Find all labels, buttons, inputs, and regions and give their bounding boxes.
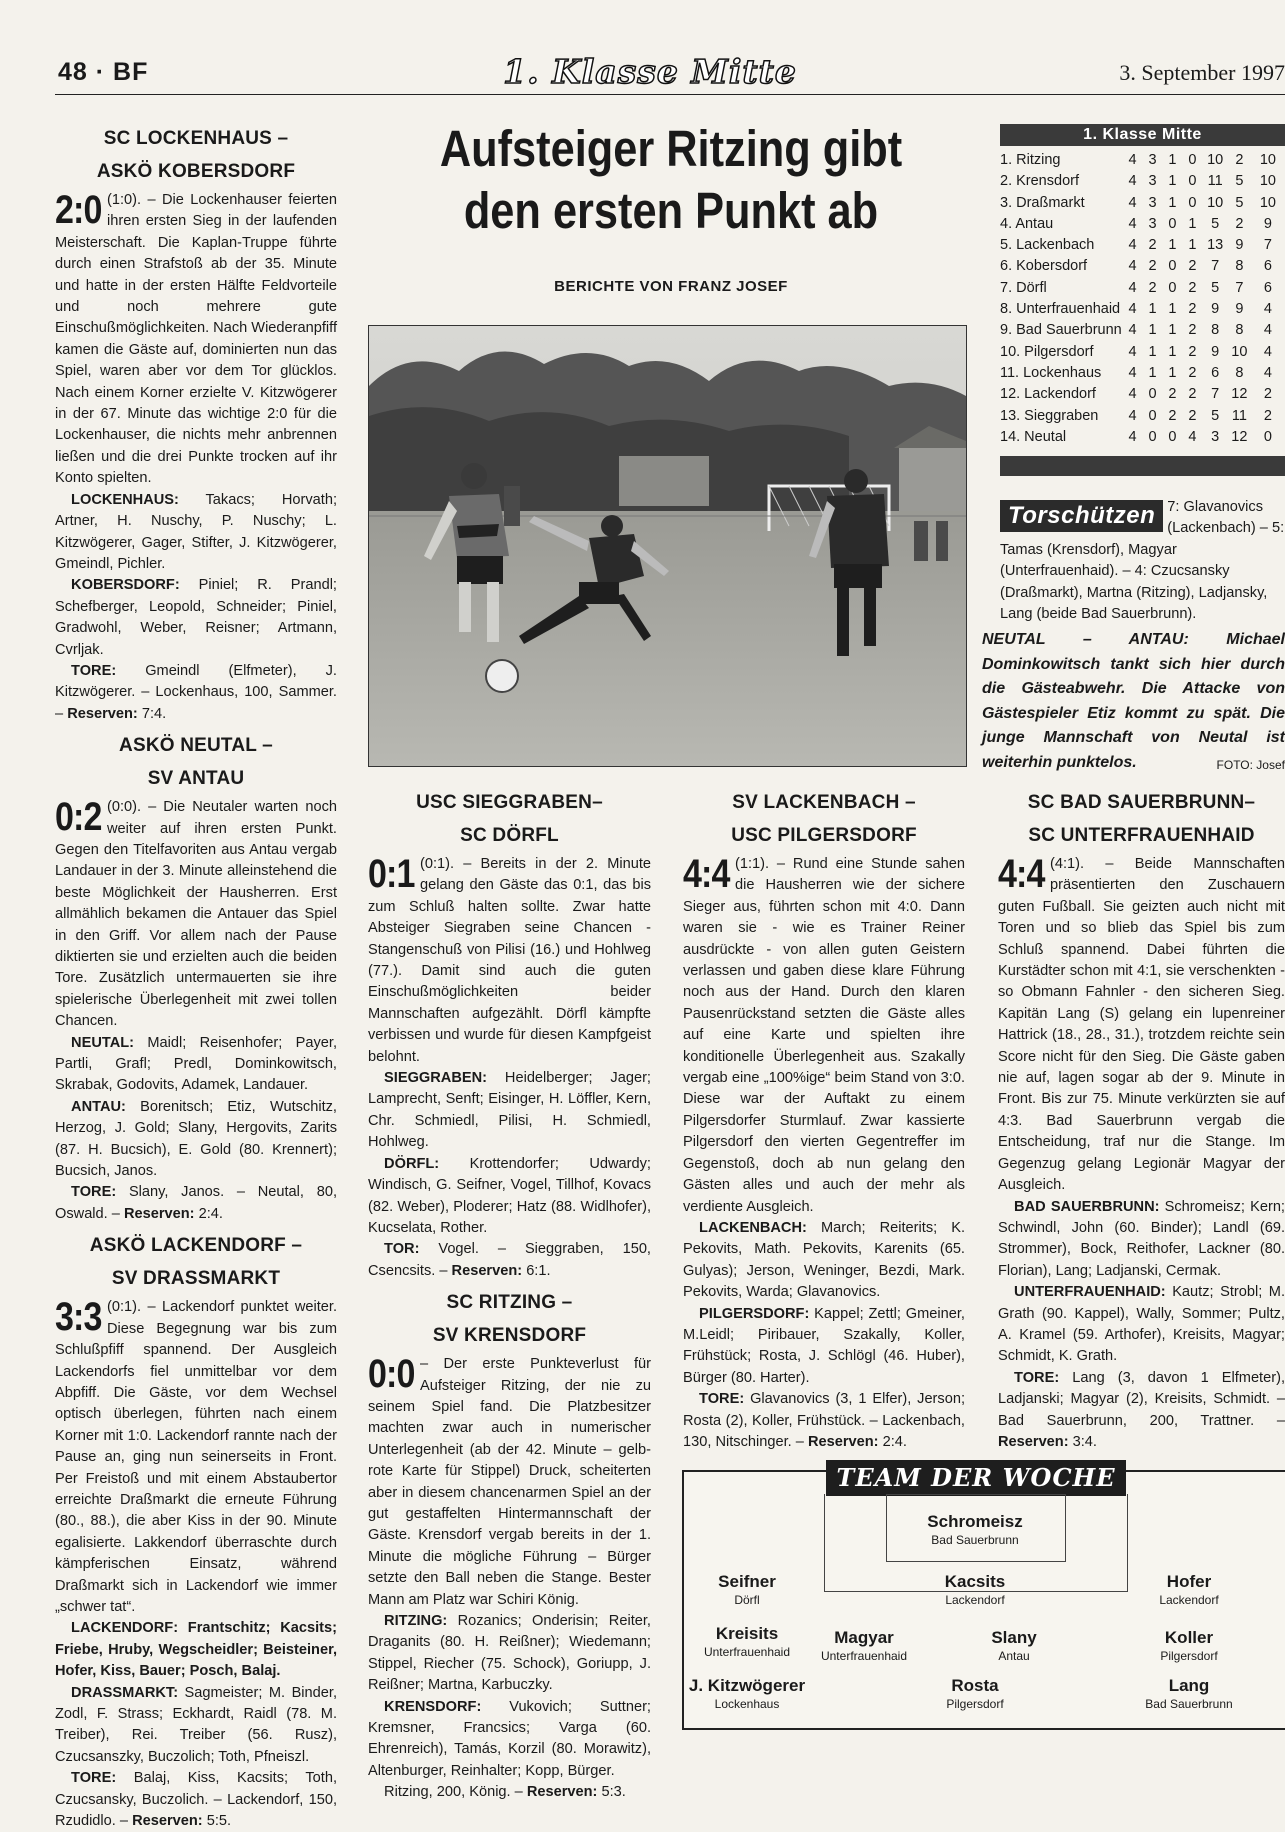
stat-cell: 7 xyxy=(1263,237,1272,254)
stat-cell: 1 xyxy=(1148,343,1157,360)
stat-cell: 1 xyxy=(1148,301,1157,318)
column-left xyxy=(55,118,337,1832)
stat-cell: 4 xyxy=(1128,194,1137,211)
team-name: 7. Dörfl xyxy=(1000,279,1047,296)
score: 4:4 xyxy=(998,852,1045,896)
stat-cell: 1 xyxy=(1168,343,1177,360)
stat-cell: 1 xyxy=(1168,322,1177,339)
photo-caption: NEUTAL – ANTAU: Michael Dominkowitsch tankt sich hier durch die Gästeabwehr. Die Attacke von Gästespieler Etiz kommt zu spät. Die junge Mannschaft von Neutal ist weiterhin punktelos. FOTO: Josef xyxy=(982,628,1285,777)
goals: TORE: Lang (3, davon 1 Elfmeter), Ladjanski; Magyar (2), Kreisits, Schmidt. – Bad Sauerbrunn, 200, Trattner. – Reserven: 3:4. xyxy=(998,1369,1285,1450)
stat-cell: 9 xyxy=(1235,237,1244,254)
standings-table xyxy=(1000,124,1285,476)
stat-cell: 4 xyxy=(1263,322,1272,339)
game-heading: ASKÖ LACKENDORF – SV DRASSMARKT xyxy=(89,1235,303,1290)
score: 2:0 xyxy=(55,188,102,232)
stat-cell: 1 xyxy=(1148,364,1157,381)
standings-rows xyxy=(1000,150,1285,448)
stat-cell: 2 xyxy=(1188,386,1197,403)
lineup: RITZING: Rozanics; Onderisin; Reiter, Draganits (80. H. Reißner); Wiedemann; Stippel, Riecher (75. Schock), Goriupp, J. Reißner; Martna, Karbuczky. xyxy=(368,1613,651,1694)
player-card: Magyar Unterfrauenhaid xyxy=(820,1628,908,1663)
stat-cell: 1 xyxy=(1168,152,1177,168)
stat-cell: 10 xyxy=(1231,343,1248,360)
stat-cell: 0 xyxy=(1168,215,1177,232)
stat-cell: 2 xyxy=(1188,322,1197,339)
top-scorers-label: Torschützen xyxy=(1000,500,1163,532)
team-name: 10. Pilgersdorf xyxy=(1000,343,1094,360)
team-name: 8. Unterfrauenhaid xyxy=(1000,301,1121,318)
lineup: DÖRFL: Krottendorfer; Udwardy; Windisch, G. Seifner, Vogel, Tillhof, Kovacs (82. Weber), Ploderer; Hatz (88. Widlhofer), Kucselata, Rother. xyxy=(368,1155,651,1236)
standings-row xyxy=(1000,171,1285,192)
stat-cell: 2 xyxy=(1188,343,1197,360)
standings-row xyxy=(1000,299,1285,320)
team-name: 6. Kobersdorf xyxy=(1000,258,1088,275)
lineup: DRASSMARKT: Sagmeister; M. Binder, Zodl, F. Strass; Eckhardt, Raidl (78. M. Treiber), Rei. Treiber (56. Rusz), Czucsanszky, Buczolich; Toth, Pfneiszl. xyxy=(55,1684,337,1765)
stat-cell: 0 xyxy=(1148,428,1157,445)
team-name: 13. Sieggraben xyxy=(1000,407,1099,424)
player-card: Seifner Dörfl xyxy=(718,1572,776,1607)
goals: TORE: Gmeindl (Elfmeter), J. Kitzwögerer. – Lockenhaus, 100, Sammer. – Reserven: 7:4. xyxy=(55,662,337,722)
stat-cell: 1 xyxy=(1168,364,1177,381)
stat-cell: 10 xyxy=(1259,194,1276,211)
stat-cell: 1 xyxy=(1188,215,1197,232)
stat-cell: 0 xyxy=(1168,428,1177,445)
team-name: 3. Draßmarkt xyxy=(1000,194,1085,211)
stat-cell: 2 xyxy=(1148,279,1157,296)
stat-cell: 3 xyxy=(1148,152,1157,168)
stat-cell: 11 xyxy=(1231,407,1247,424)
standings-row xyxy=(1000,363,1285,384)
player-card: Lang Bad Sauerbrunn xyxy=(1145,1676,1233,1711)
stat-cell: 0 xyxy=(1188,194,1197,211)
goals: TORE: Slany, Janos. – Neutal, 80, Oswald. – Reserven: 2:4. xyxy=(55,1184,337,1222)
photo-credit: FOTO: Josef xyxy=(1216,757,1285,772)
stat-cell: 4 xyxy=(1128,237,1137,254)
stat-cell: 4 xyxy=(1128,301,1137,318)
player-card: Hofer Lackendorf xyxy=(1159,1572,1219,1607)
stat-cell: 5 xyxy=(1211,215,1220,232)
stat-cell: 5 xyxy=(1235,173,1244,190)
standings-row xyxy=(1000,278,1285,299)
player-card: Kacsits Lackendorf xyxy=(944,1572,1006,1607)
game-heading: USC SIEGGRABEN– SC DÖRFL xyxy=(416,792,603,846)
score: 0:0 xyxy=(368,1352,415,1397)
player-card: Kreisits Unterfrauenhaid xyxy=(703,1624,791,1659)
stat-cell: 4 xyxy=(1128,364,1137,381)
standings-row xyxy=(1000,342,1285,363)
stat-cell: 10 xyxy=(1259,152,1276,168)
stat-cell: 4 xyxy=(1128,343,1137,360)
stat-cell: 4 xyxy=(1128,215,1137,232)
team-name: 14. Neutal xyxy=(1000,428,1067,445)
stat-cell: 4 xyxy=(1128,386,1137,403)
standings-row xyxy=(1000,406,1285,427)
team-name: 12. Lackendorf xyxy=(1000,386,1096,403)
stat-cell: 0 xyxy=(1168,258,1177,275)
stat-cell: 9 xyxy=(1235,301,1244,318)
goals: Ritzing, 200, König. – Reserven: 5:3. xyxy=(384,1784,626,1801)
top-scorers xyxy=(1000,497,1285,625)
lineup: UNTERFRAUENHAID: Kautz; Strobl; M. Grath (90. Kappel), Wally, Sommer; Pultz, A. Kramel (59. Arthofer), Kreisits, Magyar; Schmidt, K. Grath. xyxy=(998,1284,1285,1365)
player-card: Rosta Pilgersdorf xyxy=(946,1676,1004,1711)
stat-cell: 7 xyxy=(1211,258,1220,275)
stat-cell: 3 xyxy=(1148,173,1157,190)
stat-cell: 12 xyxy=(1231,386,1248,403)
score: 0:2 xyxy=(55,795,102,840)
stat-cell: 9 xyxy=(1211,301,1220,318)
standings-row xyxy=(1000,427,1285,448)
score: 3:3 xyxy=(55,1295,102,1340)
stat-cell: 2 xyxy=(1168,386,1177,403)
stat-cell: 2 xyxy=(1188,301,1197,318)
standings-footer-bar xyxy=(1000,456,1285,476)
stat-cell: 4 xyxy=(1263,343,1272,360)
stat-cell: 0 xyxy=(1263,428,1272,445)
page-number: 48 · BF xyxy=(58,58,149,86)
lineup: SIEGGRABEN: Heidelberger; Jager; Lamprecht, Senft; Eisinger, H. Löffler, Kern, Chr. Schmiedl, Pilisi, H. Schmiedl, Hohlweg. xyxy=(368,1070,651,1151)
stat-cell: 10 xyxy=(1259,173,1276,190)
lineup: PILGERSDORF: Kappel; Zettl; Gmeiner, M.Leidl; Piribauer, Szakally, Koller, Frühstück; Rosta, J. Schlögl (46. Huber), Bürger (80. Harter). xyxy=(683,1305,965,1386)
stat-cell: 3 xyxy=(1148,194,1157,211)
stat-cell: 1 xyxy=(1188,237,1197,254)
stat-cell: 0 xyxy=(1148,407,1157,424)
game-report: 0:1 (0:1). – Bereits in der 2. Minute gelang den Gäste das 0:1, das bis zum Schluß halten sollte. Zwar hatte Absteiger Siegraben seine Chancen - Stangenschuß von Pilisi (16.) und Hohlweg (77.). Damit sind auch die guten Einschußmöglichkeiten beider Mannschaften aufgezählt. Dörfl kämpfte verbissen und wurde für diesen Kampfgeist belohnt. xyxy=(368,852,651,1065)
issue-date: 3. September 1997 xyxy=(1119,60,1285,85)
stat-cell: 10 xyxy=(1207,152,1224,168)
stat-cell: 4 xyxy=(1128,173,1137,190)
lineup: KOBERSDORF: Piniel; R. Prandl; Schefberger, Leopold, Schneider; Piniel, Gradwohl, Weber, Reisner; Artmann, Cvrljak. xyxy=(55,577,337,658)
stat-cell: 2 xyxy=(1168,407,1177,424)
standings-row xyxy=(1000,214,1285,235)
stat-cell: 2 xyxy=(1148,237,1157,254)
column-mid-2 xyxy=(683,782,965,1453)
team-of-the-week-title: TEAM DER WOCHE xyxy=(826,1460,1126,1496)
match-photo xyxy=(368,325,967,767)
stat-cell: 2 xyxy=(1188,407,1197,424)
game-heading: SC BAD SAUERBRUNN– SC UNTERFRAUENHAID xyxy=(1027,792,1256,846)
team-of-the-week xyxy=(682,1463,1285,1730)
stat-cell: 12 xyxy=(1231,428,1248,445)
lineup: NEUTAL: Maidl; Reisenhofer; Payer, Partli, Grafl; Predl, Dominkowitsch, Skrabak, Godovits, Adamek, Landauer. xyxy=(55,1034,337,1094)
byline: BERICHTE VON FRANZ JOSEF xyxy=(554,278,788,295)
stat-cell: 5 xyxy=(1211,407,1220,424)
goals: TORE: Glavanovics (3, 1 Elfer), Jerson; Rosta (2), Koller, Frühstück. – Lackenbach, 130, Nitschinger. – Reserven: 2:4. xyxy=(683,1391,965,1450)
goals: TOR: Vogel. – Sieggraben, 150, Csencsits. – Reserven: 6:1. xyxy=(368,1241,651,1279)
score: 4:4 xyxy=(683,852,730,896)
standings-row xyxy=(1000,150,1285,171)
stat-cell: 1 xyxy=(1168,173,1177,190)
stat-cell: 7 xyxy=(1235,279,1244,296)
stat-cell: 0 xyxy=(1188,173,1197,190)
standings-row xyxy=(1000,193,1285,214)
game-report: 3:3 (0:1). – Lackendorf punktet weiter. Diese Begegnung war bis zum Schlußpfiff spannend. Der Ausgleich Lackendorfs fiel unmittelbar vor dem Abpfiff. Die Gäste, vor dem Wechsel optisch überlegen, führten nach einem Korner mit 1:0. Lackendorf rannte nach der Pause an, ging nun seinerseits in Front. Per Freistoß und mit einem Abstaubertor erreichte Draßmarkt die erneute Führung (80., 88.), die aber Kiss in der 90. Minute egalisierte. Lakkendorf überraschte durch kämpferischen Einsatz, während Draßmarkt sich in Lackendorf wie immer „schwer tat“. xyxy=(55,1295,337,1615)
team-name: 2. Krensdorf xyxy=(1000,173,1079,190)
team-name: 1. Ritzing xyxy=(1000,152,1061,168)
stat-cell: 10 xyxy=(1207,194,1224,211)
stat-cell: 13 xyxy=(1207,237,1224,254)
team-name: 5. Lackenbach xyxy=(1000,237,1095,254)
stat-cell: 2 xyxy=(1188,279,1197,296)
player-card: J. Kitzwögerer Lockenhaus xyxy=(688,1676,806,1711)
stat-cell: 1 xyxy=(1148,322,1157,339)
game-report: 4:4 (1:1). – Rund eine Stunde sahen die Hausherren wie der sichere Sieger aus, führten schon mit 4:0. Dann waren sie - wie es Trainer Reiner ausdrückte - von allen guten Geistern verlassen und gaben diese klare Führung noch aus der Hand. Durch den klaren Pausenrückstand setzten die Gäste alles auf eine Karte und spielten ihre konditionelle Überlegenheit aus. Szakally vergab eine „100%ige“ beim Stand von 3:0. Diese war der Auftakt zu einem Pilgersdorfer Sturmlauf. Zwar kassierte Pilgersdorf den vierten Gegentreffer im Gegenstoß, doch ab nun gelang den Gästen alles und auch der mehr als verdiente Ausgleich. xyxy=(683,852,965,1215)
stat-cell: 2 xyxy=(1263,407,1272,424)
top-scorers-text: 7: Glavanovics (Lackenbach) – 5: Tamas (Krensdorf), Magyar (Unterfrauenhaid). – 4: Czucsansky (Draßmarkt), Martna (Ritzing), Ladjansky, Lang (beide Bad Sauerbrunn). xyxy=(1000,499,1285,623)
stat-cell: 8 xyxy=(1211,322,1220,339)
stat-cell: 4 xyxy=(1263,364,1272,381)
stat-cell: 1 xyxy=(1168,301,1177,318)
stat-cell: 2 xyxy=(1263,386,1272,403)
stat-cell: 8 xyxy=(1235,258,1244,275)
score: 0:1 xyxy=(368,852,415,896)
goals: TORE: Balaj, Kiss, Kacsits; Toth, Czucsansky, Buczolich. – Lackendorf, 150, Rzudidlo. – Reserven: 5:5. xyxy=(55,1770,337,1830)
lineup: LOCKENHAUS: Takacs; Horvath; Artner, H. Nuschy, P. Nuschy; L. Kitzwögerer, Gager, Stifter, J. Kitzwögerer, Gmeindl, Pichler. xyxy=(55,491,337,572)
stat-cell: 4 xyxy=(1128,322,1137,339)
stat-cell: 0 xyxy=(1168,279,1177,296)
game-heading: SC LOCKENHAUS – ASKÖ KOBERSDORF xyxy=(96,128,296,182)
stat-cell: 2 xyxy=(1188,364,1197,381)
stat-cell: 0 xyxy=(1188,152,1197,168)
stat-cell: 6 xyxy=(1263,279,1272,296)
stat-cell: 6 xyxy=(1263,258,1272,275)
header-rule xyxy=(55,94,1285,95)
stat-cell: 4 xyxy=(1188,428,1197,445)
player-card: Slany Antau xyxy=(991,1628,1037,1663)
player-card: Koller Pilgersdorf xyxy=(1160,1628,1218,1663)
stat-cell: 4 xyxy=(1263,301,1272,318)
stat-cell: 2 xyxy=(1148,258,1157,275)
stat-cell: 2 xyxy=(1188,258,1197,275)
standings-title: 1. Klasse Mitte xyxy=(1000,124,1285,146)
stat-cell: 4 xyxy=(1128,407,1137,424)
stat-cell: 4 xyxy=(1128,279,1137,296)
game-heading: ASKÖ NEUTAL – SV ANTAU xyxy=(119,735,273,790)
section-title: 1. Klasse Mitte xyxy=(503,52,797,91)
stat-cell: 6 xyxy=(1211,364,1220,381)
stat-cell: 4 xyxy=(1128,428,1137,445)
team-name: 4. Antau xyxy=(1000,215,1054,232)
stat-cell: 2 xyxy=(1235,215,1244,232)
stat-cell: 2 xyxy=(1235,152,1244,168)
standings-row xyxy=(1000,235,1285,256)
standings-row xyxy=(1000,384,1285,405)
stat-cell: 1 xyxy=(1168,237,1177,254)
stat-cell: 1 xyxy=(1168,194,1177,211)
column-mid-1 xyxy=(368,782,651,1804)
stat-cell: 8 xyxy=(1235,364,1244,381)
game-report: 0:2 (0:0). – Die Neutaler warten noch weiter auf ihren ersten Punkt. Gegen den Titelfavoriten aus Antau vergab Landauer in der 3. Minute alleinstehend die beste Möglichkeit der Hausherren. Erst allmählich bekamen die Antauer das Spiel in den Griff. Vor allem nach der Pause diktierten sie und erzielten auch die beiden Tore. Zusätzlich untermauerten sie ihre spielerische Überlegenheit mit zwei tollen Chancen. xyxy=(55,795,337,1030)
headline: Aufsteiger Ritzing gibt den ersten Punkt ab xyxy=(439,120,903,239)
stat-cell: 3 xyxy=(1211,428,1220,445)
lineup: BAD SAUERBRUNN: Schromeisz; Kern; Schwindl, John (60. Binder); Landl (69. Strommer), Bock, Reithofer, Lackner (80. Florian), Lang; Ladjanski, Cermak. xyxy=(998,1198,1285,1279)
game-report: 2:0 (1:0). – Die Lockenhauser feierten ihren ersten Sieg in der laufenden Meisterschaft. Die Kaplan-Truppe führte durch einen Strafstoß ab der 35. Minute und hatte in der ersten Hälfte Feldvorteile und noch mehrere gute Einschußmöglichkeiten. Nach Wiederanpfiff kamen die Gäste auf, dominierten nun das Spiel, waren aber vor dem Tor glücklos. Nach einem Korner erzielte V. Kitzwögerer in der 67. Minute das wichtige 2:0 für die Lockenhauser, die nichts mehr anbrennen ließen und die drei Punkte trocken auf ihr Konto spielten. xyxy=(55,188,338,487)
game-heading: SC RITZING – SV KRENSDORF xyxy=(432,1292,587,1347)
team-name: 9. Bad Sauerbrunn xyxy=(1000,322,1122,339)
team-name: 11. Lockenhaus xyxy=(1000,364,1102,381)
stat-cell: 11 xyxy=(1207,173,1223,190)
lineup: LACKENBACH: March; Reiterits; K. Pekovits, Math. Pekovits, Karenits (65. Gulyas); Jerson, Weninger, Bezdi, Mark. Pekovits, Warda; Glavanovics. xyxy=(683,1219,966,1301)
stat-cell: 9 xyxy=(1211,343,1220,360)
stat-cell: 8 xyxy=(1235,322,1244,339)
stat-cell: 0 xyxy=(1148,386,1157,403)
lineup: ANTAU: Borenitsch; Etiz, Wutschitz, Herzog, J. Gold; Slany, Hergovits, Zarits (87. H. Bucsich), E. Gold (80. Krennert); Bucsich, Janos. xyxy=(55,1098,337,1180)
stat-cell: 7 xyxy=(1211,386,1220,403)
stat-cell: 4 xyxy=(1128,152,1137,168)
game-report: 0:0 – Der erste Punkteverlust für Aufsteiger Ritzing, der nie zu seinem Spiel fand. Die Platzbesitzer machten zwar auch in numerischer Unterlegenheit (ab der 42. Minute – gelb-rote Karte für Stippel) Druck, scheiterten aber in diesem chancenarmen Spiel an der gut gestaffelten Hintermannschaft der Gäste. Krensdorf vergab bereits in der 1. Minute die mögliche Führung – Bürger setzte den Ball neben die Stange. Bester Mann am Platz war Schiri König. xyxy=(368,1352,651,1608)
stat-cell: 3 xyxy=(1148,215,1157,232)
lineup: LACKENDORF: Frantschitz; Kacsits; Friebe, Hruby, Wegscheidler; Beisteiner, Hofer, Kiss, Bauer; Posch, Balaj. xyxy=(55,1620,337,1680)
column-right xyxy=(998,782,1285,1453)
stat-cell: 5 xyxy=(1235,194,1244,211)
game-report: 4:4 (4:1). – Beide Mannschaften präsentierten den Zuschauern guten Fußball. Sie geizten auch nicht mit Toren und so blieb das Spiel bis zum Schluß spannend. Dabei führten die Kurstädter schon mit 4:1, sie verschenkten - so Obmann Fahnler - den sicheren Sieg. Kapitän Lang (S) gelang ein lupenreiner Hattrick (18., 28., 31.), trotzdem reichte sein Score nicht für den Sieg. Die Gäste gaben nie auf, lagen sogar ab der 9. Minute in Front. Bis zur 75. Minute verkürzten sie auf 4:3. Bad Sauerbrunn vergab die Entscheidung, traf nur die Stange. Im Gegenzug gelang Legionär Magyar der Ausgleich. xyxy=(998,852,1285,1194)
standings-row xyxy=(1000,256,1285,277)
stat-cell: 5 xyxy=(1211,279,1220,296)
stat-cell: 4 xyxy=(1128,258,1137,275)
game-heading: SV LACKENBACH – USC PILGERSDORF xyxy=(731,792,917,846)
stat-cell: 9 xyxy=(1263,215,1272,232)
player-card: Schromeisz Bad Sauerbrunn xyxy=(927,1512,1023,1547)
lineup: KRENSDORF: Vukovich; Suttner; Kremsner, Francsics; Varga (60. Ehrenreich), Tamás, Korzil (80. Morawitz), Altenburger, Reinhalter; Kopp, Bürger. xyxy=(368,1698,651,1779)
standings-row xyxy=(1000,320,1285,341)
